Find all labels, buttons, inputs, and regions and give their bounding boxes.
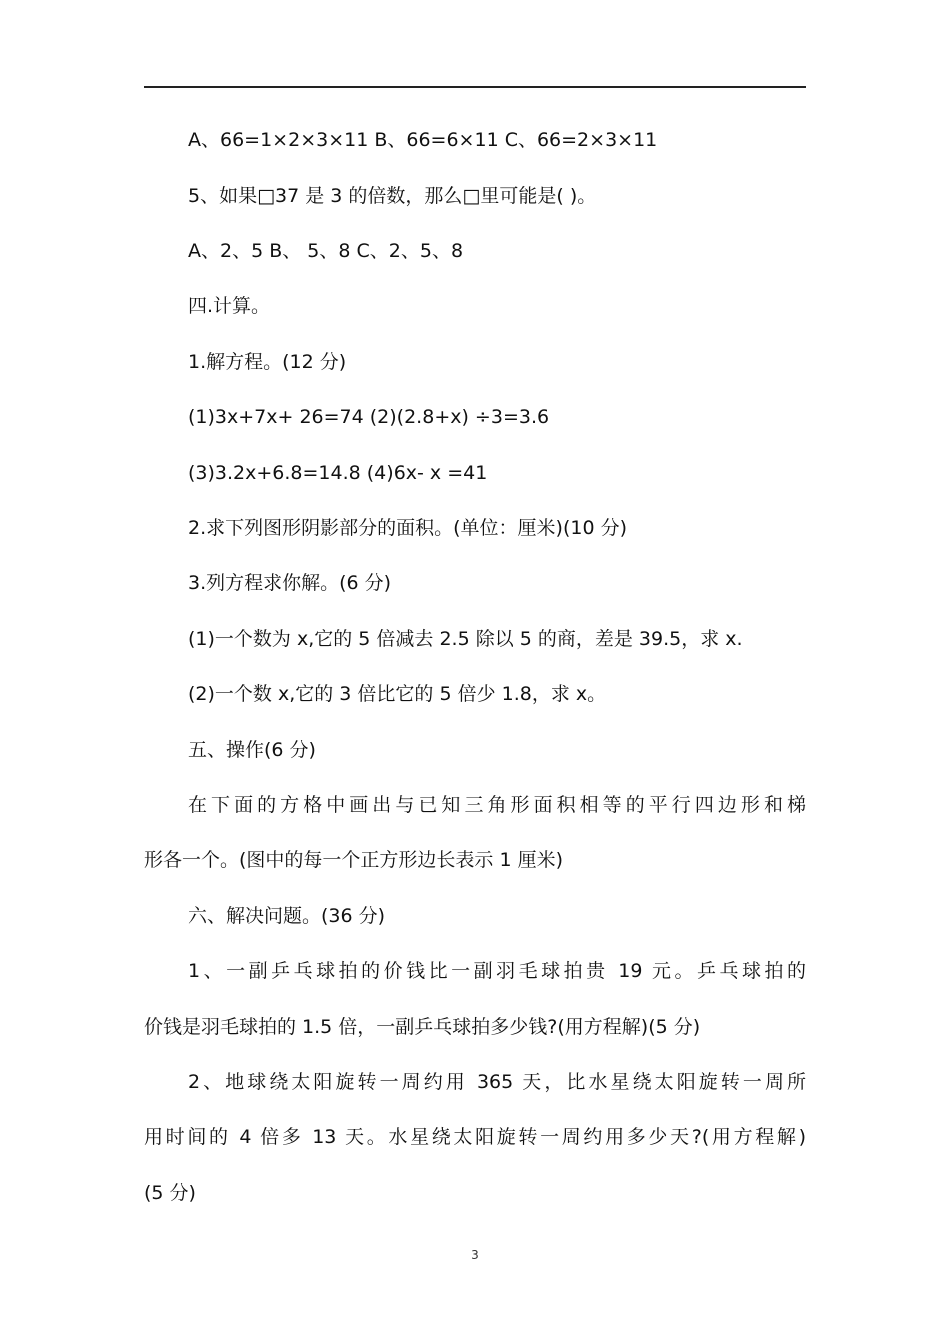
- subheading-set-equations: 3.列方程求你解。(6 分): [188, 572, 392, 594]
- option-line-q4: A、66=1×2×3×11 B、66=6×11 C、66=2×3×11: [188, 129, 658, 151]
- question-5: 5、如果□37 是 3 的倍数，那么□里可能是( )。: [188, 185, 597, 207]
- word-problem-1: (1)一个数为 x,它的 5 倍减去 2.5 除以 5 的商，差是 39.5，求 x.: [188, 628, 743, 650]
- equations-1-2: (1)3x+7x+ 26=74 (2)(2.8+x) ÷3=3.6: [188, 406, 550, 428]
- problem-1-line1: 1、一副乒乓球拍的价钱比一副羽毛球拍贵 19 元。乒乓球拍的: [188, 960, 806, 982]
- page-number: 3: [471, 1248, 479, 1262]
- section-heading-problems: 六、解决问题。(36 分): [188, 905, 386, 927]
- problem-2-line1: 2、地球绕太阳旋转一周约用 365 天，比水星绕太阳旋转一周所: [188, 1071, 806, 1093]
- equations-3-4: (3)3.2x+6.8=14.8 (4)6x- x =41: [188, 462, 488, 484]
- problem-1-line2: 价钱是羽毛球拍的 1.5 倍，一副乒乓球拍多少钱?(用方程解)(5 分): [144, 1016, 701, 1038]
- section-heading-calc: 四.计算。: [188, 295, 271, 317]
- problem-2-line3: (5 分): [144, 1182, 196, 1204]
- subheading-shaded-area: 2.求下列图形阴影部分的面积。(单位：厘米)(10 分): [188, 517, 627, 539]
- section-heading-operation: 五、操作(6 分): [188, 739, 316, 761]
- operation-text-line2: 形各一个。(图中的每一个正方形边长表示 1 厘米): [144, 849, 563, 871]
- operation-text-line1: 在下面的方格中画出与已知三角形面积相等的平行四边形和梯: [188, 794, 806, 816]
- option-line-q5: A、2、5 B、 5、8 C、2、5、8: [188, 240, 464, 262]
- problem-2-line2: 用时间的 4 倍多 13 天。水星绕太阳旋转一周约用多少天?(用方程解): [144, 1126, 806, 1148]
- header-rule: [144, 86, 806, 88]
- word-problem-2: (2)一个数 x,它的 3 倍比它的 5 倍少 1.8，求 x。: [188, 683, 607, 705]
- subheading-solve-equations: 1.解方程。(12 分): [188, 351, 347, 373]
